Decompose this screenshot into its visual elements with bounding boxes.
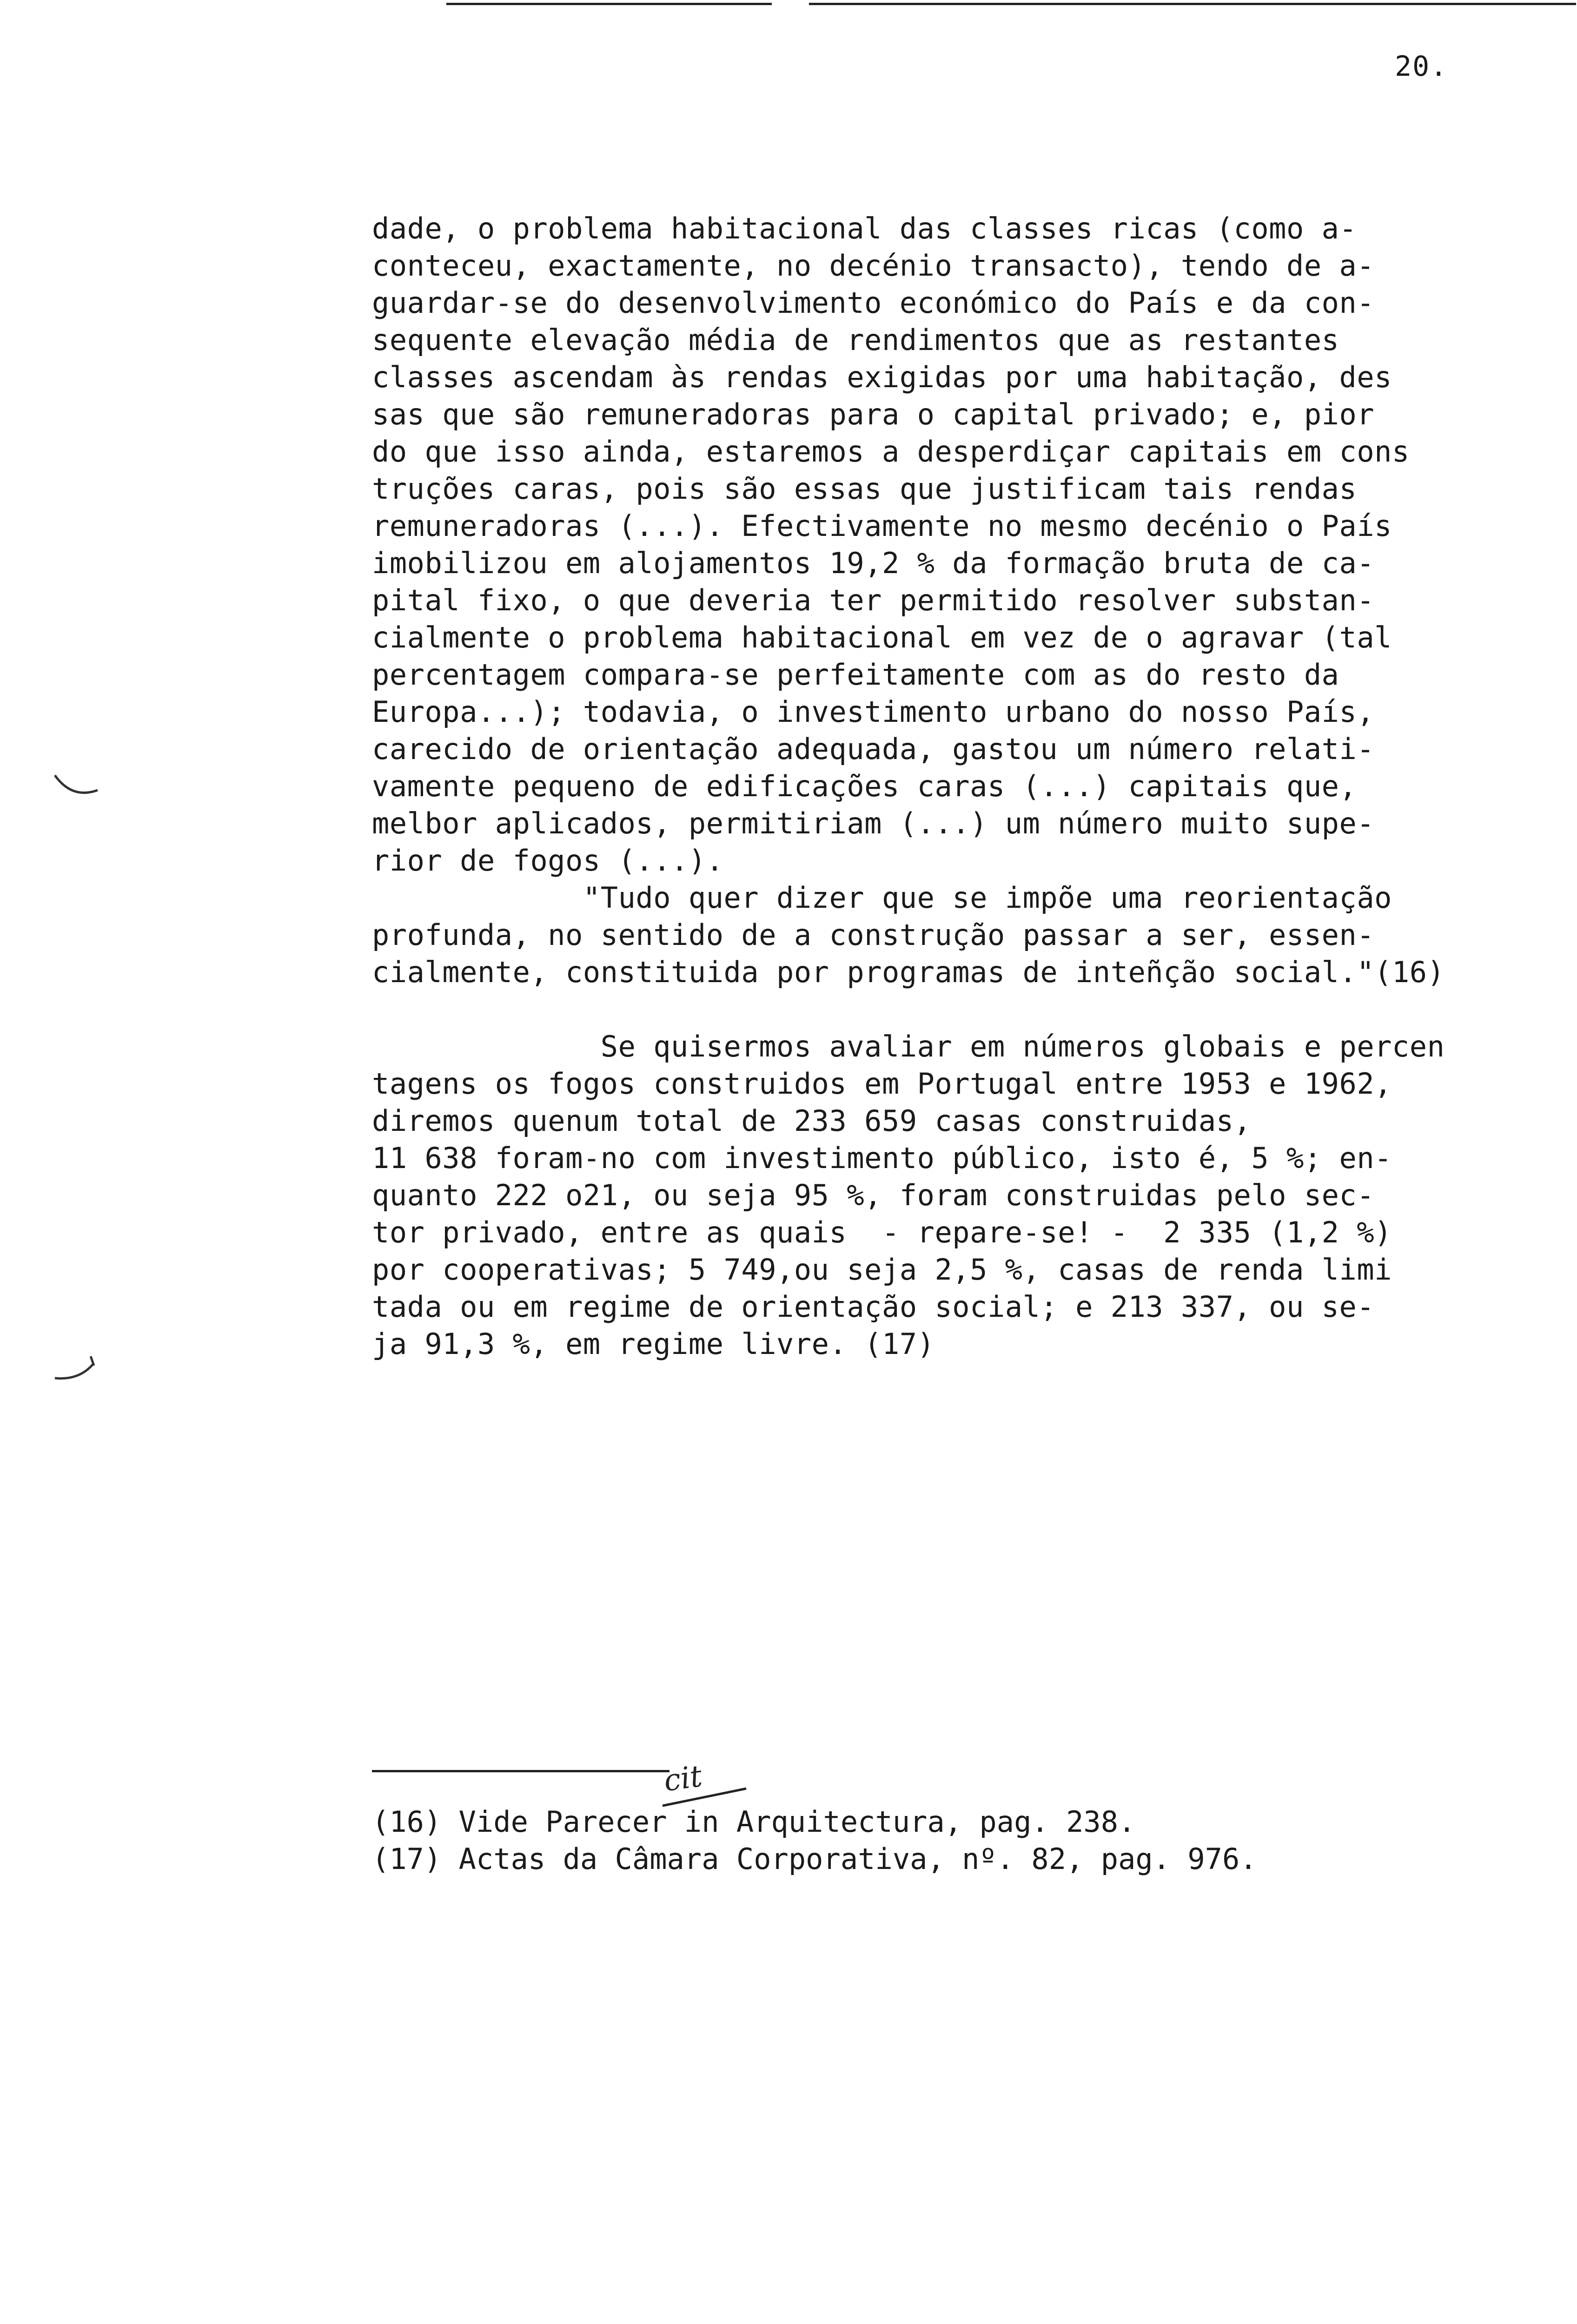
body-line: sequente elevação média de rendimentos que as restantes [372, 323, 1339, 357]
top-edge-rule [446, 3, 772, 5]
footnote: (17) Actas da Câmara Corporativa, nº. 82, pag. 976. [372, 1842, 1257, 1876]
body-line: por cooperativas; 5 749,ou seja 2,5 %, casas de renda limi [372, 1253, 1392, 1287]
body-line: rior de fogos (...). [372, 844, 724, 878]
body-line: tada ou em regime de orientação social; e 213 337, ou se- [372, 1290, 1375, 1324]
body-line: conteceu, exactamente, no decénio transacto), tendo de a- [372, 249, 1375, 283]
body-line: pital fixo, o que deveria ter permitido resolver substan- [372, 583, 1375, 617]
top-edge-rule [809, 3, 1576, 5]
body-line: imobilizou em alojamentos 19,2 % da formação bruta de ca- [372, 546, 1375, 580]
page-number: 20. [1395, 50, 1448, 83]
margin-mark [51, 772, 102, 809]
body-line: classes ascendam às rendas exigidas por uma habitação, des [372, 360, 1392, 394]
margin-mark [51, 1353, 102, 1390]
body-line: vamente pequeno de edificações caras (...) capitais que, [372, 769, 1357, 803]
body-line: 11 638 foram-no com investimento público, isto é, 5 %; en- [372, 1141, 1392, 1175]
body-line: carecido de orientação adequada, gastou um número relati- [372, 732, 1375, 766]
body-line: ja 91,3 %, em regime livre. (17) [372, 1327, 935, 1361]
body-line: Europa...); todavia, o investimento urbano do nosso País, [372, 695, 1375, 729]
handwritten-note: cit [662, 1759, 704, 1799]
body-line: cialmente, constituida por programas de inteñção social."(16) [372, 955, 1445, 989]
body-line: percentagem compara-se perfeitamente com as do resto da [372, 658, 1339, 692]
footnote: (16) Vide Parecer in Arquitectura, pag. 238. [372, 1805, 1136, 1839]
body-line: do que isso ainda, estaremos a desperdiçar capitais em cons [372, 435, 1410, 469]
body-line: diremos quenum total de 233 659 casas construidas, [372, 1104, 1252, 1138]
body-line: guardar-se do desenvolvimento económico do País e da con- [372, 286, 1375, 320]
body-line: remuneradoras (...). Efectivamente no mesmo decénio o País [372, 509, 1392, 543]
body-line: Se quisermos avaliar em números globais e percen [372, 1030, 1445, 1063]
body-line: quanto 222 o21, ou seja 95 %, foram construidas pelo sec- [372, 1178, 1375, 1212]
body-line: tor privado, entre as quais - repare-se! - 2 335 (1,2 %) [372, 1215, 1392, 1249]
body-line: tagens os fogos construidos em Portugal entre 1953 e 1962, [372, 1067, 1392, 1101]
body-line: sas que são remuneradoras para o capital privado; e, pior [372, 397, 1375, 431]
body-line: melbor aplicados, permitiriam (...) um número muito supe- [372, 806, 1375, 840]
body-line: profunda, no sentido de a construção passar a ser, essen- [372, 918, 1375, 952]
footnote-rule [372, 1770, 669, 1772]
body-line: dade, o problema habitacional das classes ricas (como a- [372, 211, 1357, 245]
body-line: "Tudo quer dizer que se impõe uma reorientação [372, 881, 1392, 915]
body-line: truções caras, pois são essas que justificam tais rendas [372, 472, 1357, 506]
body-line: cialmente o problema habitacional em vez de o agravar (tal [372, 621, 1392, 654]
